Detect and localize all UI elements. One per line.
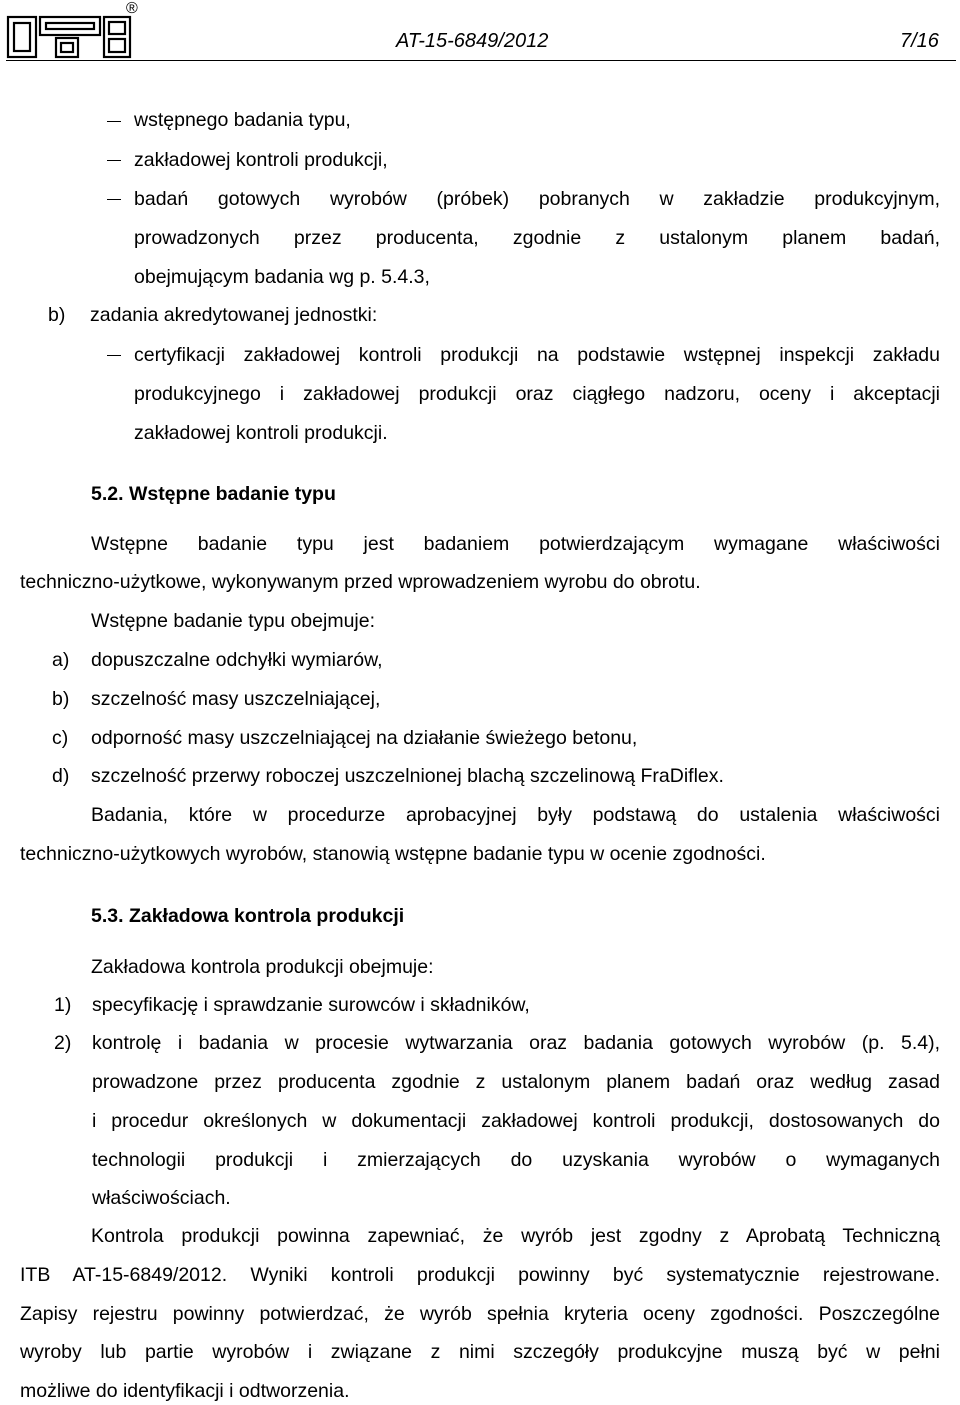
itb-logo-mark (6, 2, 146, 60)
list-item-continuation: technologii produkcji i zmierzających do uzyskania wyrobów o wymaganych (92, 1149, 940, 1171)
list-item: specyfikację i sprawdzanie surowców i składników, (92, 994, 530, 1016)
list-dash (107, 199, 121, 200)
list-marker: b) (52, 688, 70, 710)
list-dash (107, 160, 121, 161)
paragraph-line: Badania, które w procedurze aprobacyjnej były podstawą do ustalenia właściwości (91, 804, 940, 826)
list-dash (107, 355, 121, 356)
list-item: kontrolę i badania w procesie wytwarzania oraz badania gotowych wyrobów (p. 5.4), (92, 1032, 940, 1054)
list-item-continuation: produkcyjnego i zakładowej produkcji oraz ciągłego nadzoru, oceny i akceptacji (134, 383, 940, 405)
paragraph-line: Zapisy rejestru powinny potwierdzać, że wyrób spełnia kryteria oceny zgodności. Poszczególne (20, 1303, 940, 1325)
section-heading: 5.2. Wstępne badanie typu (91, 483, 336, 505)
list-item: odporność masy uszczelniającej na działanie świeżego betonu, (91, 727, 638, 749)
paragraph-line: możliwe do identyfikacji i odtworzenia. (20, 1380, 350, 1402)
paragraph-line: ITB AT-15-6849/2012. Wyniki kontroli produkcji powinny być systematycznie rejestrowane. (20, 1264, 940, 1286)
list-item-continuation: właściwościach. (92, 1187, 231, 1209)
list-item-continuation: prowadzone przez producenta zgodnie z ustalonym planem badań oraz według zasad (92, 1071, 940, 1093)
list-item-continuation: obejmującym badania wg p. 5.4.3, (134, 266, 430, 288)
paragraph-line: Kontrola produkcji powinna zapewniać, że wyrób jest zgodny z Aprobatą Techniczną (91, 1225, 940, 1247)
itb-logo (6, 2, 146, 66)
list-marker: 2) (54, 1032, 72, 1054)
registered-mark: ® (126, 0, 138, 17)
header-divider (6, 60, 956, 61)
list-marker: a) (52, 649, 70, 671)
page-number: 7/16 (900, 30, 939, 52)
list-marker: d) (52, 765, 70, 787)
list-item-continuation: prowadzonych przez producenta, zgodnie z ustalonym planem badań, (134, 227, 940, 249)
list-item: zakładowej kontroli produkcji, (134, 149, 388, 171)
list-item: szczelność przerwy roboczej uszczelnionej blachą szczelinową FraDiflex. (91, 765, 724, 787)
list-item: wstępnego badania typu, (134, 109, 351, 131)
paragraph-line: wyroby lub partie wyrobów i związane z nimi szczegóły produkcyjne muszą być w pełni (20, 1341, 940, 1363)
list-item: zadania akredytowanej jednostki: (90, 304, 378, 326)
list-item-continuation: zakładowej kontroli produkcji. (134, 422, 388, 444)
list-dash (107, 121, 121, 122)
section-heading: 5.3. Zakładowa kontrola produkcji (91, 905, 405, 927)
paragraph-line: Wstępne badanie typu jest badaniem potwierdzającym wymagane właściwości (91, 533, 940, 555)
paragraph-line: techniczno-użytkowych wyrobów, stanowią wstępne badanie typu w ocenie zgodności. (20, 843, 766, 865)
paragraph-line: techniczno-użytkowe, wykonywanym przed wprowadzeniem wyrobu do obrotu. (20, 571, 701, 593)
list-item: certyfikacji zakładowej kontroli produkcji na podstawie wstępnej inspekcji zakładu (134, 344, 940, 366)
list-item: badań gotowych wyrobów (próbek) pobranych w zakładzie produkcyjnym, (134, 188, 940, 210)
list-item: szczelność masy uszczelniającej, (91, 688, 381, 710)
list-marker: c) (52, 727, 69, 749)
list-item: dopuszczalne odchyłki wymiarów, (91, 649, 383, 671)
paragraph-line: Wstępne badanie typu obejmuje: (91, 610, 376, 632)
list-item-continuation: i procedur określonych w dokumentacji zakładowej kontroli produkcji, dostosowanych do (92, 1110, 940, 1132)
list-marker: b) (48, 304, 66, 326)
list-marker: 1) (54, 994, 72, 1016)
paragraph-line: Zakładowa kontrola produkcji obejmuje: (91, 956, 434, 978)
document-number: AT-15-6849/2012 (396, 30, 549, 52)
